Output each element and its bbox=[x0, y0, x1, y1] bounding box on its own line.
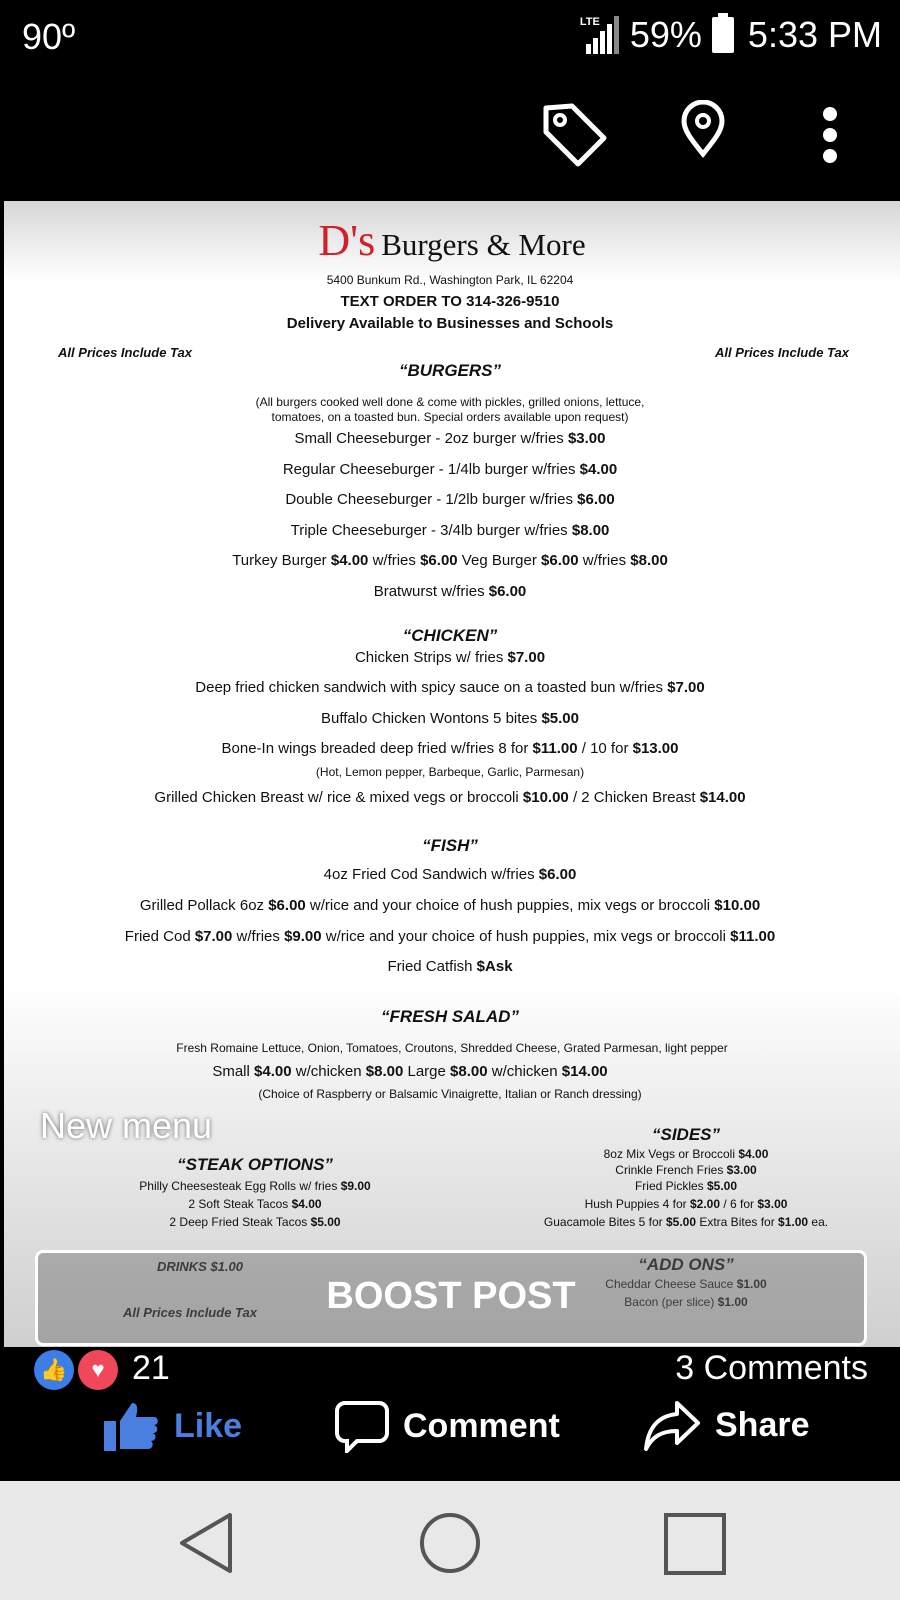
love-reaction-icon[interactable]: ♥ bbox=[78, 1350, 118, 1390]
menu-price: $7.00 bbox=[667, 679, 705, 696]
home-icon[interactable] bbox=[418, 1511, 482, 1580]
more-vert-icon[interactable] bbox=[822, 106, 838, 171]
menu-line-sd1 bbox=[604, 1147, 769, 1161]
menu-text: Bratwurst w/fries bbox=[373, 583, 489, 600]
menu-line-c2 bbox=[195, 679, 704, 696]
menu-price: $9.00 bbox=[284, 928, 322, 945]
menu-text: Hush Puppies 4 for bbox=[584, 1197, 690, 1211]
menu-price: $7.00 bbox=[507, 649, 546, 666]
menu-price: $5.00 bbox=[665, 1215, 697, 1229]
menu-line-f4 bbox=[387, 958, 512, 975]
menu-line-sd2 bbox=[615, 1163, 756, 1177]
location-pin-icon[interactable] bbox=[680, 100, 726, 163]
menu-line-c3 bbox=[321, 710, 579, 727]
reaction-count[interactable]: 21 bbox=[132, 1349, 170, 1387]
battery-icon bbox=[712, 17, 734, 53]
menu-text: Fried Catfish bbox=[387, 958, 477, 975]
menu-text: Crinkle French Fries bbox=[615, 1163, 727, 1177]
menu-price: $11.00 bbox=[730, 928, 776, 945]
menu-price: “CHICKEN” bbox=[402, 626, 498, 645]
menu-price: $Ask bbox=[476, 958, 513, 975]
menu-line-c1 bbox=[355, 649, 545, 666]
menu-line-b6 bbox=[374, 583, 527, 600]
menu-price: $4.00 bbox=[738, 1147, 769, 1161]
temperature: 90º bbox=[22, 16, 76, 57]
recents-icon[interactable] bbox=[664, 1513, 726, 1580]
logo-initial: D's bbox=[318, 216, 376, 265]
android-nav-bar bbox=[0, 1481, 900, 1600]
menu-text: 4oz Fried Cod Sandwich w/fries bbox=[323, 866, 539, 883]
menu-line-fish-h bbox=[422, 836, 478, 856]
menu-text: Cheddar Cheese Sauce bbox=[605, 1277, 737, 1291]
menu-line-s1 bbox=[176, 1041, 727, 1055]
menu-line-delivery bbox=[287, 315, 614, 332]
boost-post-button[interactable] bbox=[35, 1250, 867, 1346]
menu-line-sides-h bbox=[652, 1125, 720, 1145]
menu-text: Guacamole Bites 5 for bbox=[543, 1215, 666, 1229]
menu-line-text-order bbox=[341, 293, 560, 310]
menu-price: All Prices Include Tax bbox=[715, 345, 849, 360]
menu-price: $3.00 bbox=[567, 430, 606, 447]
menu-text: Regular Cheeseburger - 1/4lb burger w/fries bbox=[282, 461, 580, 478]
menu-photo[interactable] bbox=[4, 201, 900, 1347]
menu-text: (Choice of Raspberry or Balsamic Vinaigrette, Italian or Ranch dressing) bbox=[258, 1087, 642, 1101]
menu-price: $6.00 bbox=[488, 583, 527, 600]
menu-text: Buffalo Chicken Wontons 5 bites bbox=[321, 710, 542, 727]
menu-price: All Prices Include Tax bbox=[123, 1305, 257, 1320]
menu-price: $10.00 bbox=[522, 789, 569, 806]
menu-price: $9.00 bbox=[340, 1179, 371, 1193]
comments-count[interactable]: 3 Comments bbox=[675, 1349, 868, 1387]
menu-price: $1.00 bbox=[717, 1295, 748, 1309]
restaurant-logo bbox=[318, 215, 585, 266]
boost-post-label: BOOST POST bbox=[326, 1275, 576, 1317]
menu-price: “STEAK OPTIONS” bbox=[177, 1155, 333, 1174]
menu-price: $8.00 bbox=[365, 1063, 404, 1080]
menu-line-salad-h bbox=[381, 1007, 519, 1027]
like-label: Like bbox=[174, 1406, 243, 1445]
menu-line-s2 bbox=[212, 1063, 607, 1080]
status-bar bbox=[0, 0, 900, 72]
menu-text: Philly Cheesesteak Egg Rolls w/ fries bbox=[139, 1179, 341, 1193]
menu-price: “SIDES” bbox=[651, 1125, 721, 1144]
menu-text: Veg Burger bbox=[457, 552, 542, 569]
menu-price: $6.00 bbox=[268, 897, 306, 914]
comment-icon bbox=[335, 1399, 389, 1453]
menu-price: “FRESH SALAD” bbox=[381, 1007, 519, 1026]
menu-price: $10.00 bbox=[714, 897, 761, 914]
menu-text: Deep fried chicken sandwich with spicy sauce on a toasted bun w/fries bbox=[195, 679, 668, 696]
menu-text: / 10 for bbox=[577, 740, 633, 757]
menu-price: $6.00 bbox=[538, 866, 577, 883]
menu-text: Double Cheeseburger - 1/2lb burger w/fries bbox=[285, 491, 578, 508]
menu-text: Turkey Burger bbox=[232, 552, 331, 569]
menu-text: (All burgers cooked well done & come with pickles, grilled onions, lettuce, bbox=[255, 395, 645, 409]
menu-text: (Hot, Lemon pepper, Barbeque, Garlic, Parmesan) bbox=[315, 765, 585, 779]
menu-text: Bone-In wings breaded deep fried w/fries 8 for bbox=[221, 740, 533, 757]
menu-line-f2 bbox=[140, 897, 760, 914]
like-reaction-icon[interactable]: 👍 bbox=[34, 1350, 74, 1390]
menu-text: 2 Deep Fried Steak Tacos bbox=[169, 1215, 311, 1229]
menu-line-s3 bbox=[258, 1087, 641, 1101]
menu-price: $4.00 bbox=[291, 1197, 322, 1211]
menu-text: Small Cheeseburger - 2oz burger w/fries bbox=[294, 430, 568, 447]
menu-text: w/rice and your choice of hush puppies, mix vegs or broccoli bbox=[321, 928, 731, 945]
menu-line-steak-h bbox=[177, 1155, 333, 1175]
menu-price: $6.00 bbox=[577, 491, 615, 508]
menu-line-b3 bbox=[285, 491, 614, 508]
menu-text: Bacon (per slice) bbox=[624, 1295, 718, 1309]
menu-line-c6 bbox=[154, 789, 745, 806]
menu-price: “BURGERS” bbox=[398, 361, 502, 380]
menu-line-b4 bbox=[291, 522, 610, 539]
menu-line-f3 bbox=[125, 928, 775, 945]
network-type: LTE bbox=[579, 16, 600, 28]
menu-text: 5400 Bunkum Rd., Washington Park, IL 62204 bbox=[326, 273, 574, 287]
menu-line-tax-left bbox=[58, 345, 192, 360]
menu-line-sd4 bbox=[585, 1197, 788, 1211]
menu-text: / 2 Chicken Breast bbox=[568, 789, 700, 806]
menu-text: Extra Bites for bbox=[696, 1215, 779, 1229]
menu-line-c5 bbox=[316, 765, 584, 779]
menu-line-sd5 bbox=[544, 1215, 828, 1229]
menu-price: TEXT ORDER TO 314-326-9510 bbox=[340, 293, 560, 310]
tag-icon[interactable] bbox=[540, 100, 610, 175]
menu-price: $11.00 bbox=[532, 740, 578, 757]
menu-text: w/chicken bbox=[487, 1063, 562, 1080]
menu-text: Fresh Romaine Lettuce, Onion, Tomatoes, Croutons, Shredded Cheese, Grated Parmesan, light pepper bbox=[176, 1041, 728, 1055]
menu-line-st3 bbox=[169, 1215, 340, 1229]
menu-text: w/rice and your choice of hush puppies, mix vegs or broccoli bbox=[305, 897, 715, 914]
menu-price: Delivery Available to Businesses and Schools bbox=[286, 315, 614, 332]
menu-price: DRINKS $1.00 bbox=[157, 1259, 243, 1274]
share-icon bbox=[643, 1399, 701, 1451]
menu-line-b1 bbox=[295, 430, 606, 447]
menu-line-c4 bbox=[222, 740, 679, 757]
menu-price: $14.00 bbox=[699, 789, 746, 806]
menu-price: $4.00 bbox=[330, 552, 369, 569]
menu-price: $4.00 bbox=[254, 1063, 292, 1080]
menu-price: $5.00 bbox=[541, 710, 579, 727]
share-label: Share bbox=[715, 1405, 810, 1444]
menu-line-tax-right bbox=[715, 345, 849, 360]
menu-price: $8.00 bbox=[571, 522, 610, 539]
menu-text: ea. bbox=[808, 1215, 829, 1229]
menu-price: $14.00 bbox=[561, 1063, 608, 1080]
menu-price: $2.00 bbox=[689, 1197, 721, 1211]
menu-text: / 6 for bbox=[720, 1197, 758, 1211]
menu-price: $3.00 bbox=[726, 1163, 757, 1177]
menu-line-chicken-h bbox=[403, 626, 497, 646]
menu-text: 8oz Mix Vegs or Broccoli bbox=[603, 1147, 739, 1161]
menu-price: $1.00 bbox=[778, 1215, 809, 1229]
menu-text: Grilled Chicken Breast w/ rice & mixed vegs or broccoli bbox=[154, 789, 523, 806]
menu-line-b2 bbox=[283, 461, 617, 478]
menu-line-burgers-note1 bbox=[256, 395, 645, 409]
menu-text: Large bbox=[403, 1063, 451, 1080]
menu-text: w/fries bbox=[368, 552, 421, 569]
menu-text: w/chicken bbox=[291, 1063, 366, 1080]
like-button[interactable] bbox=[102, 1399, 242, 1453]
menu-price: $1.00 bbox=[736, 1277, 767, 1291]
battery-percent: 59% bbox=[629, 14, 702, 55]
share-button[interactable] bbox=[643, 1399, 810, 1451]
menu-text: Fried Cod bbox=[124, 928, 195, 945]
menu-line-burgers-h bbox=[399, 361, 501, 381]
menu-line-burgers-note2 bbox=[272, 410, 629, 424]
menu-price: All Prices Include Tax bbox=[58, 345, 192, 360]
menu-text: w/fries bbox=[578, 552, 631, 569]
menu-text: Triple Cheeseburger - 3/4lb burger w/fries bbox=[290, 522, 572, 539]
menu-price: $5.00 bbox=[707, 1179, 738, 1193]
comment-label: Comment bbox=[403, 1406, 560, 1445]
menu-line-st2 bbox=[188, 1197, 321, 1211]
menu-text: tomatoes, on a toasted bun. Special orders available upon request) bbox=[271, 410, 629, 424]
menu-price: $6.00 bbox=[420, 552, 458, 569]
menu-price: $6.00 bbox=[541, 552, 579, 569]
menu-text: Grilled Pollack 6oz bbox=[139, 897, 269, 914]
menu-price: $5.00 bbox=[310, 1215, 341, 1229]
menu-text: Small bbox=[212, 1063, 255, 1080]
menu-price: “ADD ONS” bbox=[638, 1255, 734, 1274]
back-icon[interactable] bbox=[176, 1511, 236, 1580]
menu-text: w/fries bbox=[232, 928, 285, 945]
menu-price: $3.00 bbox=[757, 1197, 788, 1211]
menu-price: “FISH” bbox=[422, 836, 478, 855]
menu-line-address bbox=[327, 273, 574, 287]
menu-price: $8.00 bbox=[450, 1063, 488, 1080]
thumbs-up-icon bbox=[102, 1399, 160, 1453]
menu-line-b5 bbox=[232, 552, 668, 569]
menu-price: $13.00 bbox=[632, 740, 679, 757]
comment-button[interactable] bbox=[335, 1399, 560, 1453]
menu-line-f1 bbox=[324, 866, 577, 883]
menu-price: $7.00 bbox=[194, 928, 233, 945]
signal-icon bbox=[580, 16, 620, 54]
logo-name: Burgers & More bbox=[381, 227, 586, 262]
menu-price: $4.00 bbox=[579, 461, 618, 478]
menu-price: $8.00 bbox=[630, 552, 668, 569]
clock: 5:33 PM bbox=[747, 14, 882, 55]
menu-line-st1 bbox=[139, 1179, 370, 1193]
menu-text: Fried Pickles bbox=[634, 1179, 707, 1193]
menu-text: Chicken Strips w/ fries bbox=[354, 649, 508, 666]
menu-line-sd3 bbox=[635, 1179, 737, 1193]
menu-text: 2 Soft Steak Tacos bbox=[188, 1197, 292, 1211]
post-caption: New menu bbox=[40, 1105, 213, 1146]
